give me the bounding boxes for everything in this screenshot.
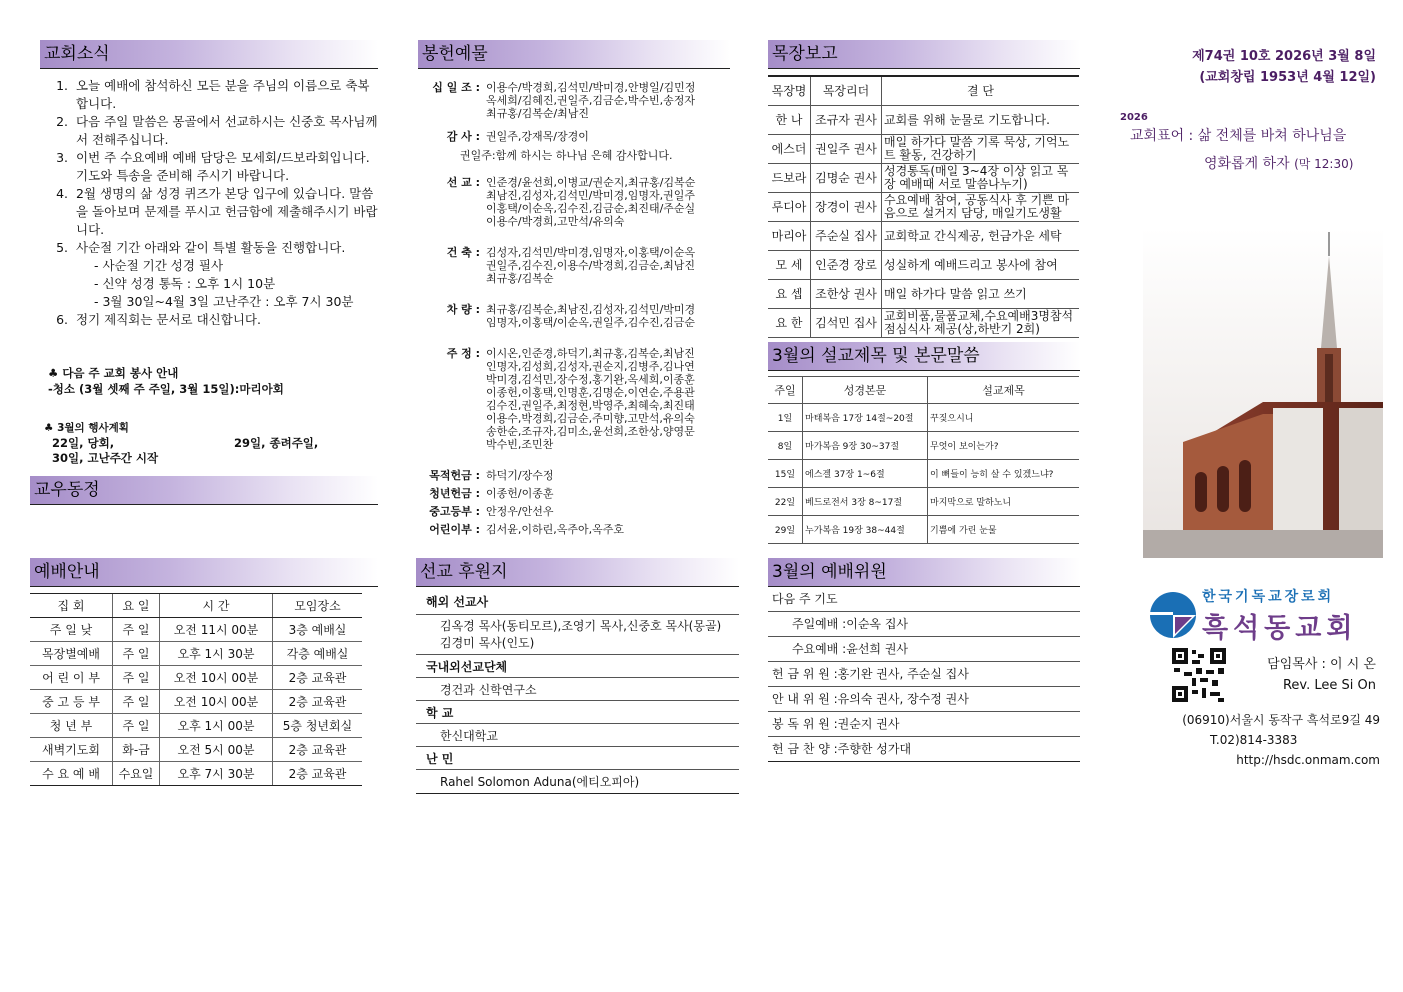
cell: 마태복음 17장 14절~20절 bbox=[803, 404, 928, 432]
col-header: 요 일 bbox=[113, 594, 160, 618]
cell: 주 일 bbox=[113, 618, 160, 642]
sermon-header: 3월의 설교제목 및 본문말씀 bbox=[768, 342, 1080, 371]
website-link[interactable]: http://hsdc.onmam.com bbox=[1236, 753, 1380, 767]
motto-year: 2026 bbox=[1120, 112, 1148, 123]
mission-line: 김경미 목사(인도) bbox=[416, 636, 739, 655]
cell: 드보라 bbox=[768, 164, 811, 193]
report-header-row bbox=[768, 76, 1079, 106]
committee-header: 3월의 예배위원 bbox=[768, 558, 1080, 587]
col-header: 목장명 bbox=[768, 76, 811, 106]
offering-group: 십 일 조 : 이용수/박경희,김석민/박미경,안병일/김민정 옥세희/김혜진,권일주,김금순,박수빈,송정자 최규홍/김복순/최남진 bbox=[432, 81, 696, 120]
cell: 주 일 bbox=[113, 714, 160, 738]
cell: 5층 청년회실 bbox=[273, 714, 363, 738]
dept-offering: 어린이부 : 김서윤,이하린,옥주아,옥주호 bbox=[429, 523, 625, 536]
cell: 성실하게 예배드리고 봉사에 참여 bbox=[882, 251, 1080, 280]
event-item: 29일, 종려주일, bbox=[234, 436, 319, 450]
service-notice bbox=[48, 365, 378, 397]
cell: 각층 예배실 bbox=[273, 642, 363, 666]
table-row bbox=[768, 251, 1079, 280]
committee-row: 헌 금 찬 양 :주향한 성가대 bbox=[768, 737, 1080, 762]
cell: 인준경 장로 bbox=[811, 251, 882, 280]
mission-heading: 난 민 bbox=[416, 747, 739, 770]
worship-header: 예배안내 bbox=[30, 558, 378, 587]
mission-line: 경건과 신학연구소 bbox=[416, 678, 739, 701]
church-image bbox=[1143, 228, 1383, 558]
cell: 29일 bbox=[768, 516, 803, 544]
mission-heading: 학 교 bbox=[416, 701, 739, 724]
founded-line: (교회창립 1953년 4월 12일) bbox=[1199, 70, 1376, 85]
report-table bbox=[768, 75, 1079, 338]
table-row bbox=[30, 690, 362, 714]
fellowship-header: 교우동정 bbox=[30, 476, 378, 505]
cell: 수요일 bbox=[113, 762, 160, 786]
cell: 주 일 bbox=[113, 642, 160, 666]
cell: 오전 10시 00분 bbox=[160, 666, 273, 690]
table-row bbox=[768, 460, 1079, 488]
table-row bbox=[768, 280, 1079, 309]
cell: 교회학교 간식제공, 헌금가운 세탁 bbox=[882, 222, 1080, 251]
mission-section bbox=[416, 558, 739, 794]
cell: 마지막으로 말하노니 bbox=[928, 488, 1080, 516]
committee-next: 다음 주 기도 bbox=[768, 587, 1080, 612]
service-heading: ♣ 다음 주 교회 봉사 안내 bbox=[48, 366, 179, 380]
cell: 1일 bbox=[768, 404, 803, 432]
news-item-5-text: 사순절 기간 아래와 같이 특별 활동을 진행합니다. bbox=[76, 240, 346, 255]
worship-table bbox=[30, 593, 362, 786]
issue-line: 제74권 10호 2026년 3월 8일 bbox=[1192, 49, 1376, 64]
address: (06910)서울시 동작구 흑석로9길 49 bbox=[1182, 713, 1380, 727]
cell: 교회비품,물품교체,수요예배3명참석 점심식사 제공(상,하반기 2회) bbox=[882, 309, 1080, 338]
cell: 기쁨에 가린 눈물 bbox=[928, 516, 1080, 544]
cell: 에스겔 37장 1~6절 bbox=[803, 460, 928, 488]
service-line: -청소 (3월 셋째 주 주일, 3월 15일):마리아회 bbox=[48, 382, 284, 396]
news-item-1: 1. 오늘 예배에 참석하신 모든 분을 주님의 이름으로 축복합니다. bbox=[72, 77, 378, 113]
committee-section bbox=[768, 558, 1080, 762]
cell: 성경통독(매일 3~4장 이상 읽고 목장 예배때 서로 말씀나누기) bbox=[882, 164, 1080, 193]
fellowship-section bbox=[30, 476, 378, 505]
cell: 2층 교육관 bbox=[273, 762, 363, 786]
cell: 에스더 bbox=[768, 135, 811, 164]
cell: 매일 하가다 말씀 기록 묵상, 기억노트 활동, 건강하기 bbox=[882, 135, 1080, 164]
motto-line-1: 교회표어 : 삶 전체를 바쳐 하나님을 bbox=[1130, 128, 1347, 144]
col-header: 모임장소 bbox=[273, 594, 363, 618]
cell: 오전 10시 00분 bbox=[160, 690, 273, 714]
offering-group: 선 교 : 인준경/윤선희,이병교/권순지,최규홍/김복순 최남진,김성자,김석민/박미경,임명자,권일주 이홍택/이순옥,김수진,김금순,최진태/주순실 이용수/박경희,고만석/유의숙 bbox=[446, 176, 696, 228]
col-header: 결 단 bbox=[882, 76, 1080, 106]
table-row bbox=[768, 488, 1079, 516]
pastor-block bbox=[1236, 654, 1376, 696]
offering-group: 차 량 : 최규홍/김복순,최남진,김성자,김석민/박미경 임명자,이홍택/이순옥,권일주,김수진,김금순 bbox=[446, 303, 696, 329]
table-row bbox=[768, 135, 1079, 164]
worship-header-row bbox=[30, 594, 362, 618]
news-subitem: - 신약 성경 통독 : 오후 1시 10분 bbox=[94, 276, 276, 291]
cell: 3층 예배실 bbox=[273, 618, 363, 642]
table-row bbox=[30, 762, 362, 786]
news-item-5 bbox=[72, 239, 378, 311]
cell: 누가복음 19장 38~44절 bbox=[803, 516, 928, 544]
dept-offering: 청년헌금 : 이종헌/이종훈 bbox=[429, 487, 554, 500]
col-header: 주일 bbox=[768, 377, 803, 404]
cover-motto bbox=[1120, 112, 1390, 173]
news-item-4: 4. 2월 생명의 삶 성경 퀴즈가 본당 입구에 있습니다. 말씀을 돌아보며 문제를 푸시고 헌금함에 제출해주시기 바랍니다. bbox=[72, 185, 378, 239]
mission-list bbox=[416, 587, 739, 794]
qr-code-icon bbox=[1172, 648, 1226, 702]
dept-offering: 중고등부 : 안정우/안선우 bbox=[429, 505, 554, 518]
offering-group: 감 사 : 권일주,강재목/장경이 bbox=[446, 130, 589, 143]
cell: 8일 bbox=[768, 432, 803, 460]
mission-heading: 해외 선교사 bbox=[416, 587, 739, 615]
cell: 화-금 bbox=[113, 738, 160, 762]
news-list bbox=[40, 77, 378, 329]
cell: 꾸짖으시니 bbox=[928, 404, 1080, 432]
committee-row: 봉 독 위 원 :권순지 권사 bbox=[768, 712, 1080, 737]
offering-header: 봉헌예물 bbox=[418, 40, 730, 69]
table-row bbox=[768, 106, 1079, 135]
table-row bbox=[768, 309, 1079, 338]
col-header: 설교제목 bbox=[928, 377, 1080, 404]
table-row bbox=[768, 193, 1079, 222]
cell: 수 요 예 배 bbox=[30, 762, 113, 786]
cell: 모 세 bbox=[768, 251, 811, 280]
mission-line: Rahel Solomon Aduna(에티오피아) bbox=[440, 775, 640, 789]
col-header: 집 회 bbox=[30, 594, 113, 618]
col-header: 목장리더 bbox=[811, 76, 882, 106]
motto-line-2: 영화롭게 하자 (막 12:30) bbox=[1204, 156, 1354, 172]
cell: 주 일 낮 bbox=[30, 618, 113, 642]
committee-row: 안 내 위 원 :유의숙 권사, 장수정 권사 bbox=[768, 687, 1080, 712]
mission-heading: 국내외선교단체 bbox=[416, 655, 739, 678]
table-row bbox=[768, 222, 1079, 251]
contact-block bbox=[1150, 710, 1380, 770]
worship-section bbox=[30, 558, 378, 786]
committee-row: 헌 금 위 원 :홍기완 권사, 주순실 집사 bbox=[768, 662, 1080, 687]
cell: 오전 11시 00분 bbox=[160, 618, 273, 642]
cell: 장경이 권사 bbox=[811, 193, 882, 222]
cell: 2층 교육관 bbox=[273, 738, 363, 762]
table-row bbox=[768, 164, 1079, 193]
news-header: 교회소식 bbox=[40, 40, 378, 69]
cell: 주 일 bbox=[113, 690, 160, 714]
news-item-6: 6. 정기 제직회는 문서로 대신합니다. bbox=[72, 311, 378, 329]
cell: 교회를 위해 눈물로 기도합니다. bbox=[882, 106, 1080, 135]
cell: 이 뼈들이 능히 살 수 있겠느냐? bbox=[928, 460, 1080, 488]
cell: 오후 1시 00분 bbox=[160, 714, 273, 738]
cell: 중 고 등 부 bbox=[30, 690, 113, 714]
cell: 요 셉 bbox=[768, 280, 811, 309]
cell: 2층 교육관 bbox=[273, 690, 363, 714]
sermon-table bbox=[768, 376, 1079, 544]
cell: 요 한 bbox=[768, 309, 811, 338]
col-header: 시 간 bbox=[160, 594, 273, 618]
report-header: 목장보고 bbox=[768, 40, 1080, 69]
news-column bbox=[40, 40, 378, 466]
church-name: 흑석동교회 bbox=[1202, 613, 1358, 644]
cell: 루디아 bbox=[768, 193, 811, 222]
cell: 조규자 권사 bbox=[811, 106, 882, 135]
table-row bbox=[30, 714, 362, 738]
table-row bbox=[30, 666, 362, 690]
report-section bbox=[768, 40, 1080, 338]
news-item-3: 3. 이번 주 수요예배 예배 담당은 모세회/드보라회입니다. 기도와 특송을 준비해 주시기 바랍니다. bbox=[72, 149, 378, 185]
offering-note: 권일주:함께 하시는 하나님 은혜 감사합니다. bbox=[460, 149, 673, 162]
dept-offering: 목적헌금 : 하덕기/장수정 bbox=[429, 469, 554, 482]
col-header: 성경본문 bbox=[803, 377, 928, 404]
mission-line: 김옥경 목사(동티모르),조영기 목사,신중호 목사(몽골) bbox=[440, 619, 722, 633]
cell: 한 나 bbox=[768, 106, 811, 135]
cell: 15일 bbox=[768, 460, 803, 488]
table-row bbox=[768, 516, 1079, 544]
mission-line: 한신대학교 bbox=[416, 724, 739, 747]
cell: 오후 1시 30분 bbox=[160, 642, 273, 666]
news-sublist bbox=[76, 257, 378, 311]
news-subitem: - 사순절 기간 성경 필사 bbox=[94, 258, 224, 273]
cover-issue bbox=[1140, 46, 1376, 88]
cell: 청 년 부 bbox=[30, 714, 113, 738]
cell: 김석민 집사 bbox=[811, 309, 882, 338]
cell: 베드로전서 3장 8~17절 bbox=[803, 488, 928, 516]
table-row bbox=[30, 738, 362, 762]
committee-row: 주일예배 :이순옥 집사 bbox=[768, 612, 1080, 637]
cell: 어 린 이 부 bbox=[30, 666, 113, 690]
events-block bbox=[44, 421, 378, 466]
news-item-2: 2. 다음 주일 말씀은 몽골에서 선교하시는 신중호 목사님께서 전해주십니다. bbox=[72, 113, 378, 149]
sermon-header-row bbox=[768, 377, 1079, 404]
offering-group: 건 축 : 김성자,김석민/박미경,임명자,이홍택/이순옥 권일주,김수진,이용수/박경희,김금순,최남진 최규홍/김복순 bbox=[446, 246, 696, 285]
phone: T.02)814-3383 bbox=[1210, 733, 1298, 747]
cell: 오전 5시 00분 bbox=[160, 738, 273, 762]
cell: 새벽기도회 bbox=[30, 738, 113, 762]
events-heading: ♣ 3월의 행사계획 bbox=[44, 422, 129, 434]
event-item: 30일, 고난주간 시작 bbox=[52, 451, 159, 465]
cell: 주 일 bbox=[113, 666, 160, 690]
cell: 목장별예배 bbox=[30, 642, 113, 666]
cell: 매일 하가다 말씀 읽고 쓰기 bbox=[882, 280, 1080, 309]
table-row bbox=[30, 642, 362, 666]
cell: 2층 교육관 bbox=[273, 666, 363, 690]
event-item: 22일, 당회, bbox=[52, 436, 115, 450]
offering-group: 주 정 : 이시온,인준경,하덕기,최규홍,김복순,최남진 인명자,김성희,김성자,권순지,김병주,김나연 박미경,김석민,장수정,홍기완,옥세희,이종훈 이종헌,이홍택,인명훈,김명순,이연순,주용관 김수진,권일주,최정현,박영주,최혜숙,최진태 이용수,박경희,김금순,주미향,고만석,유의숙 송한순,조규자,김미소,윤선희,조한상,양영문 박수빈,조민찬 bbox=[446, 347, 695, 451]
mission-header: 선교 후원지 bbox=[416, 558, 739, 587]
offering-section bbox=[418, 40, 730, 541]
cell: 22일 bbox=[768, 488, 803, 516]
cell: 마가복음 9장 30~37절 bbox=[803, 432, 928, 460]
pastor-name: 담임목사 : 이 시 온 bbox=[1267, 657, 1376, 672]
cell: 주순실 집사 bbox=[811, 222, 882, 251]
sermon-section bbox=[768, 342, 1080, 544]
table-row bbox=[768, 432, 1079, 460]
news-subitem: - 3월 30일~4월 3일 고난주간 : 오후 7시 30분 bbox=[94, 294, 354, 309]
table-row bbox=[30, 618, 362, 642]
cell: 오후 7시 30분 bbox=[160, 762, 273, 786]
offering-groups bbox=[418, 81, 730, 536]
cell: 권일주 권사 bbox=[811, 135, 882, 164]
denomination-name: 한국기독교장로회 bbox=[1202, 589, 1335, 605]
cell: 수요예배 참여, 공동식사 후 기쁜 마음으로 설거지 담당, 매일기도생활 bbox=[882, 193, 1080, 222]
cell: 김명순 권사 bbox=[811, 164, 882, 193]
committee-row: 수요예배 :윤선희 권사 bbox=[768, 637, 1080, 662]
church-logo-icon bbox=[1148, 590, 1198, 640]
table-row bbox=[768, 404, 1079, 432]
cell: 무엇이 보이는가? bbox=[928, 432, 1080, 460]
pastor-name-en: Rev. Lee Si On bbox=[1282, 678, 1376, 693]
cell: 마리아 bbox=[768, 222, 811, 251]
cell: 조한상 권사 bbox=[811, 280, 882, 309]
